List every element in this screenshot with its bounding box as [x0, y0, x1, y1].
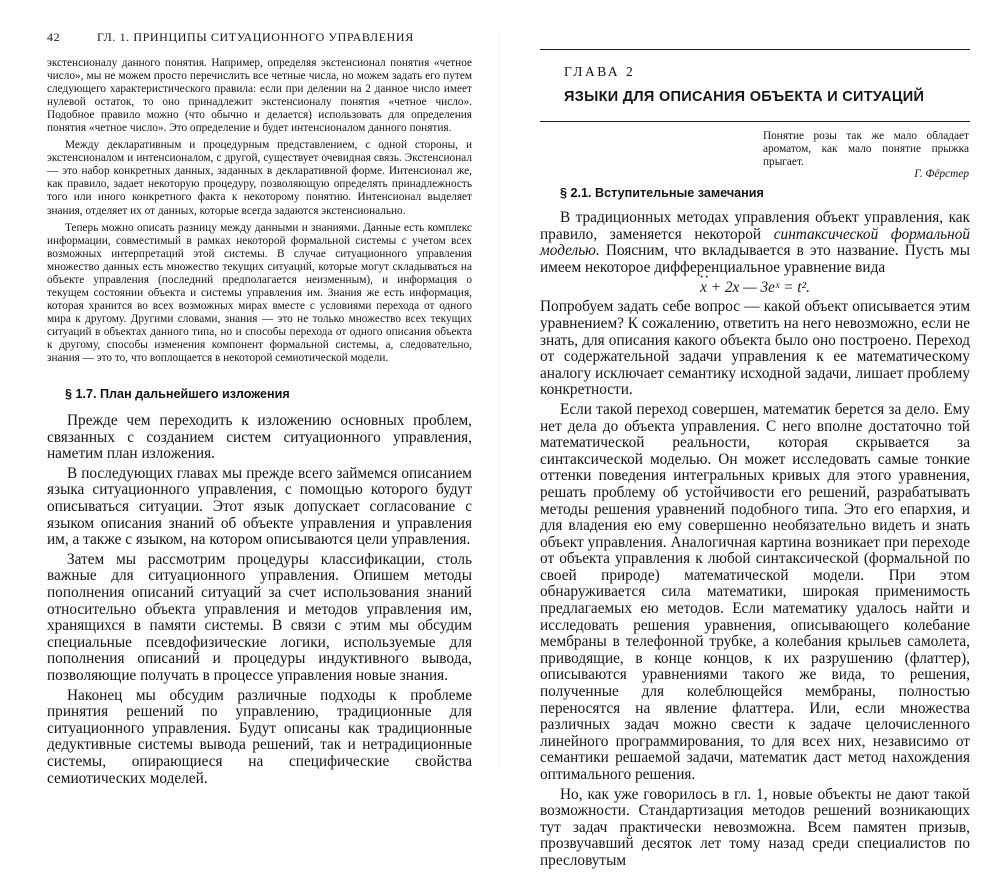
section-heading: § 2.1. Вступительные замечания — [560, 186, 764, 200]
paragraph: Если такой переход совершен, математик берется за дело. Ему нет дела до объекта управления. С него вполне достаточно той математической реальности, которая скрывается за синтаксической моделью. Он может исследовать самые тонкие оттенки поведения интегральных кривых для этого уравнения, решать проблему об устойчивости его решений, разрабатывать методы решения уравнений подобного типа. Это его епархия, и для владения ею ему совершенно необязательно видеть и знать объект управления. Аналогичная картина возникает при переходе от объекта управления к любой синтаксической (формальной по своей природе) математической модели. При этом обнаруживается сила математики, широкая применимость предлагаемых ею методов. Если математику удалось найти и исследовать решения уравнения, описывающего колебание мембраны в телефонной трубке, а колебания крыльев самолета, приводящие, в конце концов, к их разрушению (флаттер), описываются уравнениями такого же вида, то решения, полученные для колеблющейся мембраны, полностью переносятся на явление флаттера. Или, если множества различных задач можно свести к задаче целочисленного линейного программирования, то для всех них, независимо от семантики решаемой задачи, математик даст метод нахождения оптимального решения. — [540, 400, 970, 783]
emphasized-term: синтаксической формальной моделью. — [540, 225, 970, 260]
paragraph: Но, как уже говорилось в гл. 1, новые объекты не дают такой возможности. Стандартизация методов решений возникающих тут задач практически невозможна. Всем памятен призыв, прозвучавший десяток лет тому назад среди специалистов по пресловутым — [540, 785, 970, 869]
right-text-column — [540, 184, 970, 873]
intro-text-end: Поясним, что вкладывается в это название. Пусть мы имеем некоторое дифференциальное уравнение вида — [540, 242, 970, 276]
paragraph-intro — [540, 210, 970, 276]
running-header — [47, 30, 467, 45]
paragraph: Прежде чем переходить к изложению основных проблем, связанных с созданием систем ситуационного управления, наметим план изложения. — [47, 412, 472, 463]
equation — [540, 279, 970, 297]
running-header-title: ГЛ. 1. ПРИНЦИПЫ СИТУАЦИОННОГО УПРАВЛЕНИЯ — [97, 30, 414, 44]
page-number: 42 — [47, 30, 61, 44]
paragraph: Теперь можно описать разницу между данными и знаниями. Данные есть комплекс информации, совместимый в рамках некоторой формальной системы с учетом всех возможных интерпретаций этой системы. В случае ситуационного управления множество данных есть множество текущих ситуаций, которые могут складываться на объекте управления (последний предполагается неизменным), и информация о текущем состоянии объекта и системы управления им. Знания же есть информация, которая хранится во всех возможных мирах вместе с условиями перехода от одного мира к другому. Другими словами, знания — это не только множество всех текущих ситуаций в объектах данного типа, но и способы перехода от одного описания объекта к другому, способы изменения компонент формальной системы, а, следовательно, знания — это то, что воплощается в некоторой семиотической модели. — [47, 221, 472, 365]
page-gutter — [499, 30, 500, 770]
chapter-rule-bottom — [540, 121, 970, 122]
paragraph: Попробуем задать себе вопрос — какой объект описывается этим уравнением? К сожалению, ответить на него невозможно, если не знать, для описания какого объекта было оно построено. Переход от содержательной задачи управления к ее математическому аналогу исключает семантику исходной задачи, лишает проблему конкретности. — [540, 298, 970, 399]
chapter-label: ГЛАВА 2 — [564, 64, 636, 79]
section-heading: § 1.7. План дальнейшего изложения — [65, 387, 290, 402]
paragraph: экстенсионалу данного понятия. Например, определяя экстенсионал понятия «четное число», мы не можем просто перечислить все четные числа, но можем задать его путем следующего характеристического правила: если при делении на 2 данное число имеет нулевой остаток, то оно принадлежит экстенсионалу понятия «четное число». Подобное правило можно (что обычно и делается) использовать для определения понятия «четное число». Это определение и будет интенсионалом данного понятия. — [47, 57, 472, 135]
equation-x-ddot: ·· x — [700, 279, 707, 297]
paragraph: В последующих главах мы прежде всего займемся описанием языка ситуационного управления, с помощью которого будут описываться ситуации. Этот язык допускает согласование с языком описания знаний об объекте управления и управления им, а также с языком, на котором описываются цели управления. — [47, 464, 472, 549]
left-text-column — [47, 57, 472, 790]
paragraph: Затем мы рассмотрим процедуры классификации, столь важные для ситуационного управления. Опишем методы пополнения описаний ситуаций за счет использования знаний относительно объекта управления и методов управления им, хранящихся в памяти системы. В связи с этим мы обсудим специальные псевдофизические логики, используемые для пополнения описаний и процедуры индуктивного вывода, позволяющие получать в процессе управления новые знания. — [47, 550, 472, 684]
body-text-block — [540, 210, 970, 870]
epigraph: Понятие розы так же мало обладает ароматом, как мало понятие прыжка прыгает. — [763, 130, 969, 168]
equation-rest: + 2x — 3eˣ = t². — [706, 279, 810, 297]
paragraph: Между декларативным и процедурным представлением, с одной стороны, и экстенсионалом и интенсионалом, с другой, существует очевидная связь. Экстенсионал — это набор конкретных данных, заданных в декларативной форме. Интенсионал же, как правило, задает некоторую процедуру, позволяющую определять принадлежность того или иного конкретного факта к некоторому понятию. Интенсионал выделяет знания, отделяет их от данных, которые всегда задаются экстенсионально. — [47, 139, 472, 217]
intro-text: В традиционных методах управления объект управления, как правило, заменяется некоторой — [540, 209, 970, 243]
left-page — [0, 0, 500, 795]
chapter-rule-top — [540, 49, 970, 50]
small-print-block — [47, 57, 472, 365]
paragraph: Наконец мы обсудим различные подходы к проблеме принятия решений по управлению, традиционные для ситуационного управления. Будут описаны как традиционные дедуктивные системы вывода решений, так и нетрадиционные системы, опирающиеся на специфические свойства семиотических моделей. — [47, 686, 472, 787]
body-text-block — [47, 413, 472, 787]
epigraph-author: Г. Фёрстер — [914, 168, 969, 180]
chapter-title: ЯЗЫКИ ДЛЯ ОПИСАНИЯ ОБЪЕКТА И СИТУАЦИЙ — [564, 89, 925, 105]
